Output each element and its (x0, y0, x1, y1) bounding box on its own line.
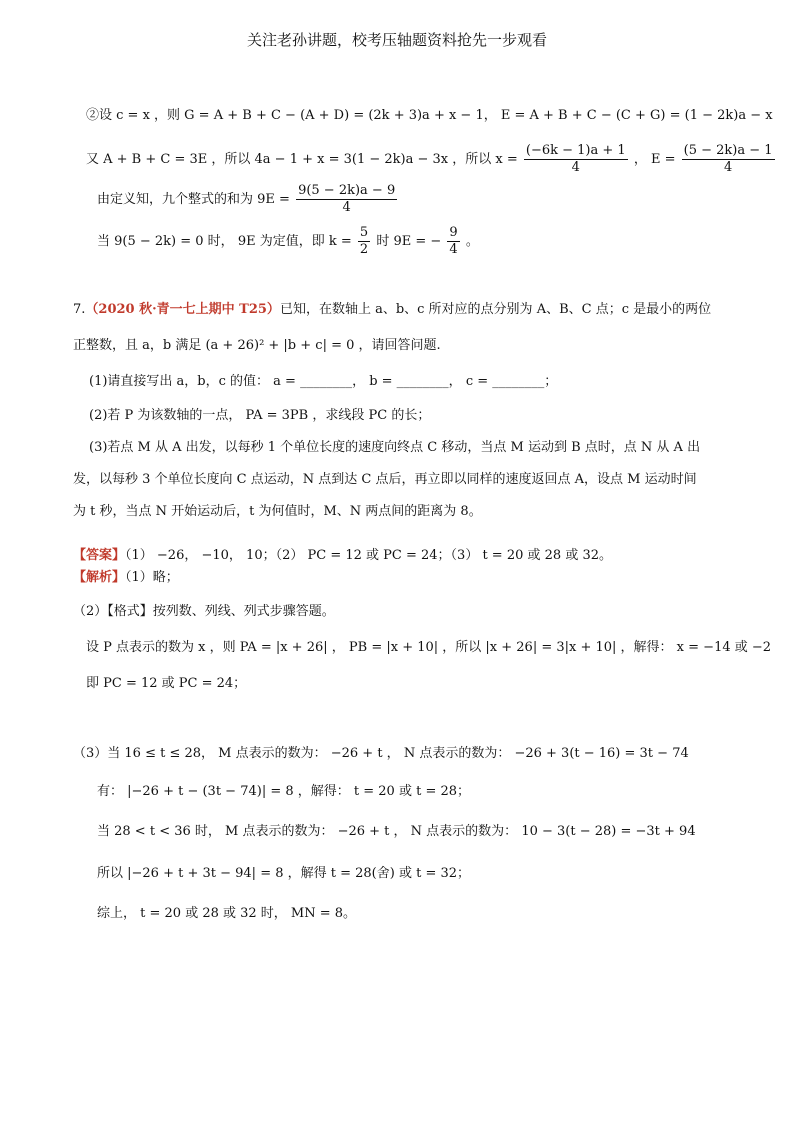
analysis-line-2: （2）【格式】按列数、列线、列式步骤答题。 (73, 604, 335, 619)
question-source: （2020 秋·青一七上期中 T25） (85, 302, 280, 317)
solution-line-4 (97, 222, 479, 262)
sub-question-1: (1)请直接写出 a，b，c 的值： a = ________， b = ________， c = ________； (89, 374, 558, 389)
page-header: 关注老孙讲题，校考压轴题资料抢先一步观看 (246, 31, 547, 49)
solution-line-3-text: 由定义知，九个整式的和为 9E = (97, 192, 290, 207)
e-fraction-denominator: 4 (723, 160, 733, 175)
x-fraction-numerator: (−6k − 1)a + 1 (525, 143, 626, 158)
analysis-line-5: （3）当 16 ≤ t ≤ 28， M 点表示的数为： −26 + t ， N 点表示的数为： −26 + 3(t − 16) = 3t − 74 (73, 746, 689, 761)
answer-line (73, 546, 612, 566)
sub-question-3-line-1: (3)若点 M 从 A 出发，以每秒 1 个单位长度的速度向终点 C 移动，当点 M 运动到 B 点时，点 N 从 A 出 (89, 440, 701, 455)
sub-question-2: (2)若 P 为该数轴的一点， PA = 3PB ，求线段 PC 的长； (89, 408, 431, 423)
question-7-line-2: 正整数，且 a，b 满足 (a + 26)² + |b + c| = 0 ，请回答问题. (73, 338, 441, 353)
analysis-line-8: 所以 |−26 + t + 3t − 94| = 8 ，解得 t = 28(舍) 或 t = 32； (97, 866, 471, 881)
analysis-text-1: （1）略； (125, 570, 179, 585)
e-fraction-numerator: (5 − 2k)a − 1 (683, 143, 773, 158)
x-fraction (524, 143, 628, 176)
analysis-tag: 【解析】 (73, 570, 126, 585)
k-fraction-numerator: 5 (359, 225, 369, 240)
value-fraction (447, 225, 459, 258)
x-fraction-denominator: 4 (571, 160, 580, 175)
solution-line-4-text-c: 。 (465, 234, 479, 249)
answer-tag: 【答案】 (73, 548, 126, 563)
solution-line-2 (86, 140, 777, 180)
analysis-line-4: 即 PC = 12 或 PC = 24； (86, 676, 247, 691)
nine-e-denominator: 4 (342, 200, 351, 215)
solution-line-2-text-b: ， E = (633, 152, 676, 167)
analysis-line-9: 综上， t = 20 或 28 或 32 时， MN = 8。 (97, 906, 357, 921)
solution-line-4-text-a: 当 9(5 − 2k) = 0 时， 9E 为定值，即 k = (97, 234, 352, 249)
question-number: 7. (73, 302, 86, 317)
nine-e-numerator: 9(5 − 2k)a − 9 (298, 183, 396, 198)
k-fraction-denominator: 2 (359, 242, 369, 257)
sub-question-3-line-3: 为 t 秒，当点 N 开始运动后，t 为何值时，M、N 两点间的距离为 8。 (73, 504, 482, 519)
analysis-line-3: 设 P 点表示的数为 x ，则 PA = |x + 26| ， PB = |x + 10| ，所以 |x + 26| = 3|x + 10| ，解得： x = −14 或 −2 (86, 640, 772, 655)
analysis-line-7: 当 28 < t < 36 时， M 点表示的数为： −26 + t ， N 点表示的数为： 10 − 3(t − 28) = −3t + 94 (97, 824, 696, 839)
solution-line-1: ②设 c = x ，则 G = A + B + C − (A + D) = (2k + 3)a + x − 1， E = A + B + C − (C + G) = (1 − 2k)a − x (86, 108, 773, 123)
solution-line-4-text-b: 时 9E = − (376, 234, 442, 249)
e-fraction (682, 143, 775, 176)
value-fraction-numerator: 9 (449, 225, 458, 240)
nine-e-fraction (296, 183, 397, 216)
value-fraction-denominator: 4 (449, 242, 458, 257)
sub-question-3-line-2: 发，以每秒 3 个单位长度向 C 点运动，N 点到达 C 点后，再立即以同样的速度返回点 A，设点 M 运动时间 (73, 472, 697, 487)
answer-text: （1） −26， −10， 10；（2） PC = 12 或 PC = 24；（3） t = 20 或 28 或 32。 (125, 548, 612, 563)
solution-line-2-text-a: 又 A + B + C = 3E ，所以 4a − 1 + x = 3(1 − 2k)a − 3x ，所以 x = (86, 152, 518, 167)
analysis-line-1 (73, 568, 179, 588)
question-7-text-1: 已知，在数轴上 a、b、c 所对应的点分别为 A、B、C 点；c 是最小的两位 (279, 302, 712, 317)
analysis-line-6: 有： |−26 + t − (3t − 74)| = 8 ，解得： t = 20 或 t = 28； (97, 784, 471, 799)
solution-line-3 (97, 180, 399, 220)
question-7-line-1 (73, 300, 711, 320)
k-fraction (358, 225, 370, 258)
